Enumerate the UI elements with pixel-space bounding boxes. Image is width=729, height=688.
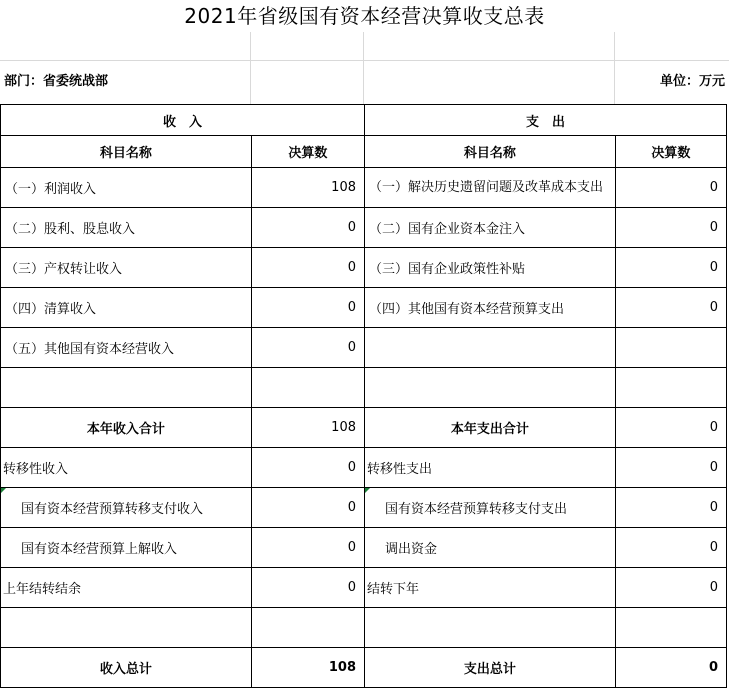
transfer-sub-income-label: 国有资本经营预算转移支付收入 xyxy=(1,488,252,528)
expense-item-value: 0 xyxy=(615,208,726,248)
empty-row xyxy=(1,608,727,648)
income-item-label: （二）股利、股息收入 xyxy=(1,208,252,248)
expense-year-total-label: 本年支出合计 xyxy=(365,408,616,448)
expense-item-value xyxy=(615,328,726,368)
expense-item-value: 0 xyxy=(615,248,726,288)
transfer-sub-expense-label: 国有资本经营预算转移支付支出 xyxy=(365,488,616,528)
section-header-row xyxy=(1,105,727,136)
income-item-value: 108 xyxy=(251,168,364,208)
unit-label: 单位：万元 xyxy=(659,74,725,89)
expense-item-value: 0 xyxy=(615,288,726,328)
empty-cell xyxy=(365,608,616,648)
transfer-income-value: 0 xyxy=(251,448,364,488)
income-item-value: 0 xyxy=(251,208,364,248)
expense-year-total-value: 0 xyxy=(615,408,726,448)
gridline xyxy=(0,60,729,61)
expense-item-label: （四）其他国有资本经营预算支出 xyxy=(365,288,616,328)
expense-item-label: （二）国有企业资本金注入 xyxy=(365,208,616,248)
table-row xyxy=(1,168,727,208)
empty-cell xyxy=(251,608,364,648)
transfer-sub-income-label: 国有资本经营预算上解收入 xyxy=(1,528,252,568)
expense-grand-total-value: 0 xyxy=(615,648,726,688)
spreadsheet-gridlines xyxy=(0,32,729,104)
carry-row xyxy=(1,568,727,608)
gridline xyxy=(363,32,364,104)
transfer-income-label: 转移性收入 xyxy=(1,448,252,488)
income-item-value: 0 xyxy=(251,248,364,288)
income-item-value: 0 xyxy=(251,288,364,328)
empty-cell xyxy=(1,368,252,408)
income-item-value: 0 xyxy=(251,328,364,368)
table-row xyxy=(1,208,727,248)
income-item-label: （四）清算收入 xyxy=(1,288,252,328)
transfer-sub-income-value: 0 xyxy=(251,528,364,568)
carry-income-value: 0 xyxy=(251,568,364,608)
expense-section-header: 支 出 xyxy=(365,105,727,136)
expense-item-label xyxy=(365,328,616,368)
expense-grand-total-label: 支出总计 xyxy=(365,648,616,688)
empty-cell xyxy=(251,368,364,408)
transfer-sub-income-value: 0 xyxy=(251,488,364,528)
income-year-total-value: 108 xyxy=(251,408,364,448)
income-grand-total-value: 108 xyxy=(251,648,364,688)
income-item-label: （三）产权转让收入 xyxy=(1,248,252,288)
income-year-total-label: 本年收入合计 xyxy=(1,408,252,448)
carry-income-label: 上年结转结余 xyxy=(1,568,252,608)
transfer-expense-label: 转移性支出 xyxy=(365,448,616,488)
income-section-header: 收 入 xyxy=(1,105,365,136)
transfer-sub-expense-value: 0 xyxy=(615,528,726,568)
empty-cell xyxy=(615,368,726,408)
carry-expense-value: 0 xyxy=(615,568,726,608)
income-item-label: （一）利润收入 xyxy=(1,168,252,208)
expense-amount-header: 决算数 xyxy=(615,136,726,168)
empty-cell xyxy=(365,368,616,408)
empty-cell xyxy=(615,608,726,648)
transfer-row xyxy=(1,448,727,488)
department-label: 部门：省委统战部 xyxy=(4,74,109,89)
carry-expense-label: 结转下年 xyxy=(365,568,616,608)
table-row xyxy=(1,328,727,368)
table-row xyxy=(1,528,727,568)
empty-row xyxy=(1,368,727,408)
transfer-expense-value: 0 xyxy=(615,448,726,488)
budget-table xyxy=(0,104,727,688)
empty-cell xyxy=(1,608,252,648)
column-header-row xyxy=(1,136,727,168)
transfer-sub-expense-value: 0 xyxy=(615,488,726,528)
income-subject-header: 科目名称 xyxy=(1,136,252,168)
expense-subject-header: 科目名称 xyxy=(365,136,616,168)
expense-item-label: （三）国有企业政策性补贴 xyxy=(365,248,616,288)
income-grand-total-label: 收入总计 xyxy=(1,648,252,688)
report-title: 2021年省级国有资本经营决算收支总表 xyxy=(184,4,545,28)
year-total-row xyxy=(1,408,727,448)
income-item-label: （五）其他国有资本经营收入 xyxy=(1,328,252,368)
grand-total-row xyxy=(1,648,727,688)
income-amount-header: 决算数 xyxy=(251,136,364,168)
table-row xyxy=(1,248,727,288)
table-row xyxy=(1,488,727,528)
expense-item-value: 0 xyxy=(615,168,726,208)
expense-item-label: （一）解决历史遗留问题及改革成本支出 xyxy=(365,168,616,208)
gridline xyxy=(614,32,615,104)
table-row xyxy=(1,288,727,328)
transfer-sub-expense-label: 调出资金 xyxy=(365,528,616,568)
gridline xyxy=(250,32,251,104)
